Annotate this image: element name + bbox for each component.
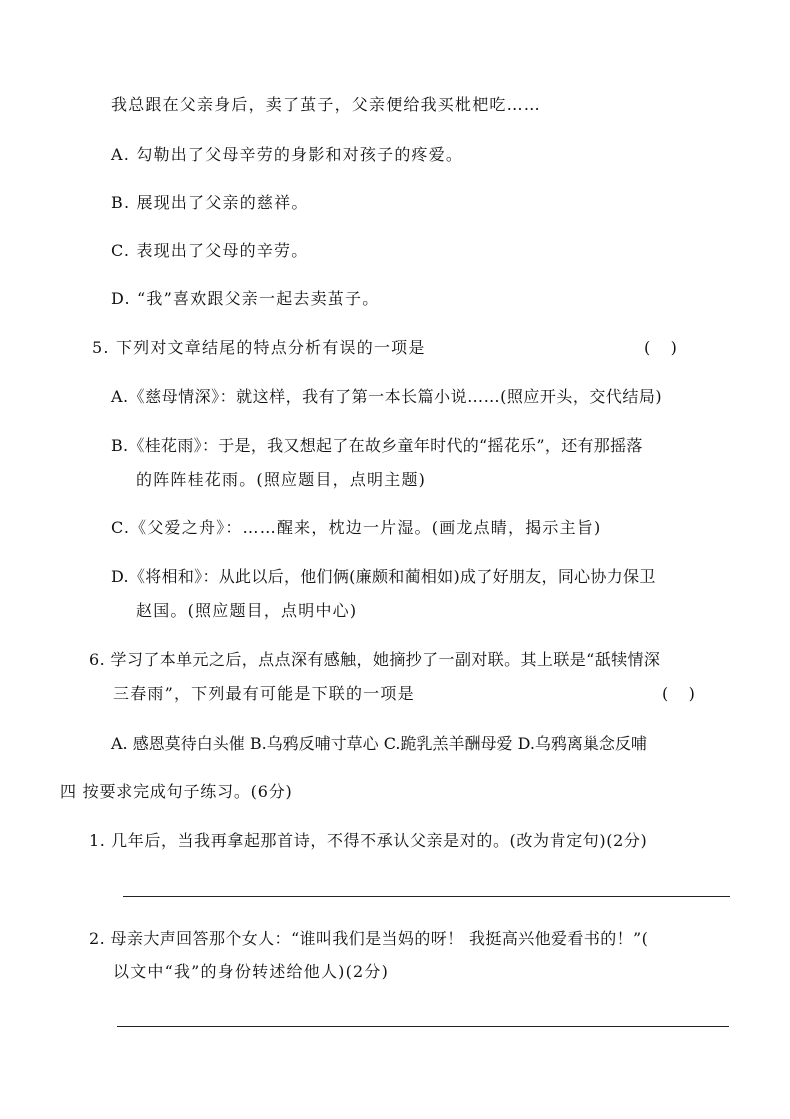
q5-option-c: C.《父爱之舟》：……醒来，枕边一片湿。(画龙点睛，揭示主旨) xyxy=(111,518,602,537)
q5-answer-paren: ( ) xyxy=(644,338,677,357)
section4-q2-line1: 2. 母亲大声回答那个女人：“谁叫我们是当妈的呀！ 我挺高兴他爱看书的！”( xyxy=(89,929,649,948)
section4-q2-answer-line[interactable] xyxy=(117,1026,729,1027)
q6-answer-paren: ( ) xyxy=(662,684,695,703)
q6-stem-line1: 6. 学习了本单元之后，点点深有感触，她摘抄了一副对联。其上联是“舐犊情深 xyxy=(89,650,661,669)
section4-q1: 1. 几年后，当我再拿起那首诗，不得不承认父亲是对的。(改为肯定句)(2分) xyxy=(89,831,648,850)
q4-option-c: C. 表现出了父母的辛劳。 xyxy=(111,241,309,260)
q5-option-a: A.《慈母情深》：就这样，我有了第一本长篇小说……(照应开头，交代结局) xyxy=(111,387,663,406)
q5-option-b-line1: B.《桂花雨》：于是，我又想起了在故乡童年时代的“摇花乐”，还有那摇落 xyxy=(111,436,643,455)
q6-options: A. 感恩莫待白头催 B.乌鸦反哺寸草心 C.跪乳羔羊酬母爱 D.乌鸦离巢念反哺 xyxy=(111,734,647,753)
section4-q1-answer-line[interactable] xyxy=(123,896,730,897)
q4-option-a: A. 勾勒出了父母辛劳的身影和对孩子的疼爱。 xyxy=(111,145,464,164)
section4-heading: 四 按要求完成句子练习。(6分) xyxy=(60,782,293,801)
q5-option-d-line1: D.《将相和》：从此以后，他们俩(廉颇和蔺相如)成了好朋友，同心协力保卫 xyxy=(111,567,656,586)
q6-stem-line2: 三春雨”，下列最有可能是下联的一项是 xyxy=(113,684,415,703)
q5-stem: 5. 下列对文章结尾的特点分析有误的一项是 xyxy=(92,338,426,357)
q4-option-d: D. “我”喜欢跟父亲一起去卖茧子。 xyxy=(111,289,380,308)
q4-passage: 我总跟在父亲身后，卖了茧子，父亲便给我买枇杷吃…… xyxy=(111,95,542,114)
q5-option-b-line2: 的阵阵桂花雨。(照应题目，点明主题) xyxy=(136,470,427,489)
q5-option-d-line2: 赵国。(照应题目，点明中心) xyxy=(136,601,358,620)
q4-option-b: B. 展现出了父亲的慈祥。 xyxy=(111,193,309,212)
section4-q2-line2: 以文中“我”的身份转述给他人)(2分) xyxy=(113,962,390,981)
